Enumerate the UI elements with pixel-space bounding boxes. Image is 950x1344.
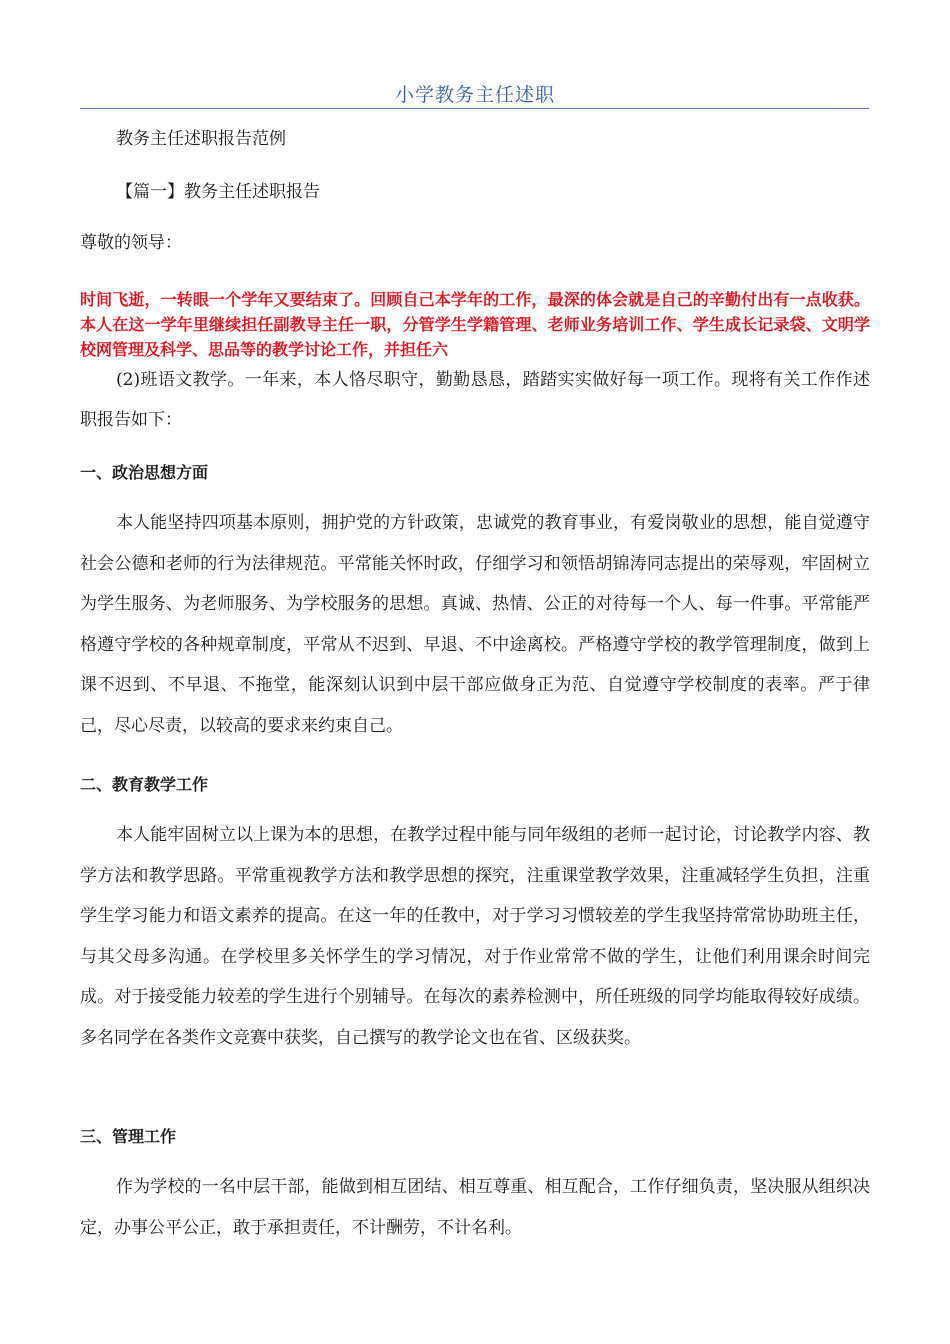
section-heading-politics: 一、政治思想方面 xyxy=(80,463,209,482)
page-header-title: 小学教务主任述职 xyxy=(394,84,555,106)
section-body-politics: 本人能坚持四项基本原则，拥护党的方针政策，忠诚党的教育事业，有爱岗敬业的思想，能自觉遵守社会公德和老师的行为法律规范。平常能关怀时政，仔细学习和领悟胡锦涛同志提出的荣辱观，牢固树立为学生服务、为老师服务、为学校服务的思想。真诚、热情、公正的对待每一个人、每一件事。平常能严格遵守学校的各种规章制度，平常从不迟到、早退、不中途离校。严格遵守学校的教学管理制度，做到上课不迟到、不早退、不拖堂，能深刻认识到中层干部应做身正为范、自觉遵守学校制度的表率。严于律己，尽心尽责，以较高的要求来约束自己。 xyxy=(80,513,870,736)
document-subtitle: 教务主任述职报告范例 xyxy=(116,129,286,149)
section-body-management: 作为学校的一名中层干部，能做到相互团结、相互尊重、相互配合，工作仔细负责，坚决服从组织决定，办事公平公正，敢于承担责任，不计酬劳，不计名利。 xyxy=(80,1177,870,1238)
section-heading-teaching: 二、教育教学工作 xyxy=(80,775,209,794)
intro-paragraph: (2)班语文教学。一年来，本人恪尽职守，勤勤恳恳，踏踏实实做好每一项工作。现将有关工作作述职报告如下： xyxy=(80,370,870,430)
section-label: 【篇一】教务主任述职报告 xyxy=(116,182,320,202)
header-divider xyxy=(80,108,869,109)
section-heading-management: 三、管理工作 xyxy=(80,1127,177,1146)
section-body-teaching: 本人能牢固树立以上课为本的思想，在教学过程中能与同年级组的老师一起讨论，讨论教学内容、教学方法和教学思路。平常重视教学方法和教学思想的探究，注重课堂教学效果，注重减轻学生负担，注重学生学习能力和语文素养的提高。在这一年的任教中，对于学习习惯较差的学生我坚持常常协助班主任，与其父母多沟通。在学校里多关怀学生的学习情况，对于作业常常不做的学生，让他们利用课余时间完成。对于接受能力较差的学生进行个别辅导。在每次的素养检测中，所任班级的同学均能取得较好成绩。多名同学在各类作文竞赛中获奖，自己撰写的教学论文也在省、区级获奖。 xyxy=(80,825,870,1048)
highlight-paragraph: 时间飞逝，一转眼一个学年又要结束了。回顾自己本学年的工作，最深的体会就是自己的辛勤付出有一点收获。本人在这一学年里继续担任副教导主任一职，分管学生学籍管理、老师业务培训工作、学生成长记录袋、文明学校网管理及科学、思品等的教学讨论工作，并担任六 xyxy=(80,290,870,359)
salutation: 尊敬的领导： xyxy=(80,233,182,253)
